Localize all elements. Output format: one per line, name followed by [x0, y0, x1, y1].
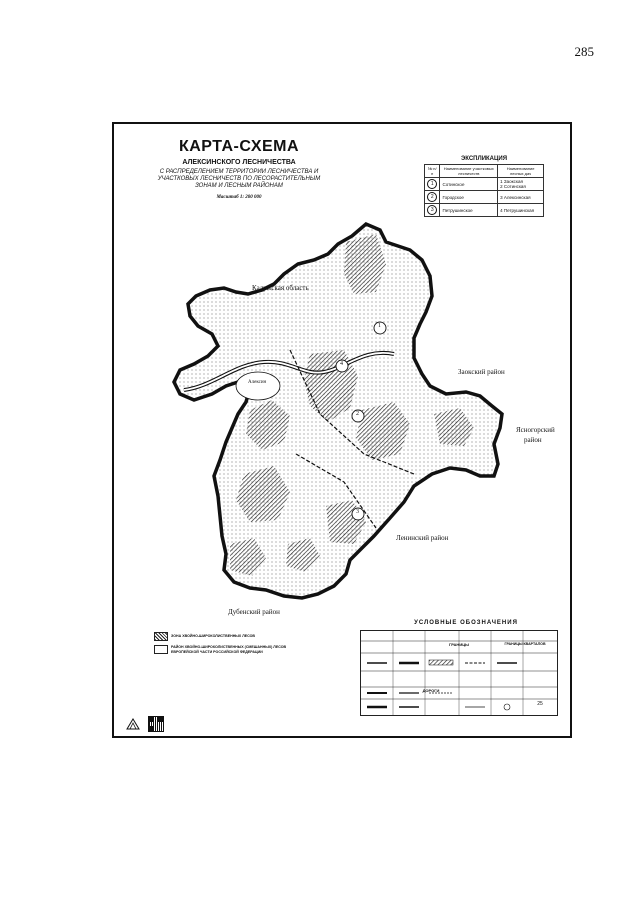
explication-header-num: № п/п [425, 165, 440, 178]
legend-item [154, 645, 314, 654]
label-kaluga-region: Калужская область [252, 284, 309, 292]
label-yasnogorsky-district-2: район [524, 436, 542, 444]
explication-forestry: Петрушинское [440, 204, 498, 217]
explication-header-dachas: Наименование лесных дач [498, 165, 544, 178]
explication-dacha: 3 Алексинская [498, 191, 544, 204]
borders-header: ГРАНИЦЫ [448, 642, 470, 647]
explication-forestry: Городское [440, 191, 498, 204]
map-description: С РАСПРЕДЕЛЕНИЕМ ТЕРРИТОРИИ ЛЕСНИЧЕСТВА И УЧАСТКОВЫХ ЛЕСНИЧЕСТВ ПО ЛЕСОРАСТИТЕЛЬНЫМ ЗОНАМ И ЛЕСНЫМ РАЙОНАМ [157, 169, 321, 189]
explication-number: 3 [427, 205, 437, 215]
zone-legend [154, 632, 314, 658]
legend-text: ЗОНА ХВОЙНО-ШИРОКОЛИСТВЕННЫХ ЛЕСОВ [171, 634, 256, 639]
map-scale: Масштаб 1: 200 000 [216, 195, 262, 200]
explication-forestry: Сотинское [440, 178, 498, 191]
label-aleksin-town: Алексин [248, 380, 267, 385]
symbols-title: УСЛОВНЫЕ ОБОЗНАЧЕНИЯ [414, 620, 518, 626]
marker-number: 3 [356, 509, 359, 515]
map-frame [112, 122, 572, 738]
label-dubensky-district: Дубенский район [228, 608, 280, 616]
quarter-number-sample: 25 [537, 701, 543, 707]
label-zaoksky-district: Заокский район [458, 368, 505, 376]
aleksin-town [236, 372, 280, 400]
explication-dacha: 4 Петрушинская [498, 204, 544, 217]
marker-number: 1 [378, 323, 381, 329]
explication-title: ЭКСПЛИКАЦИЯ [460, 156, 508, 162]
quarters-header: ГРАНИЦЫ КВАРТАЛОВ [504, 642, 546, 646]
hatch-swatch [154, 632, 168, 641]
marker-number: 2 [356, 411, 359, 417]
symbols-legend [360, 630, 558, 716]
map-subtitle: АЛЕКСИНСКОГО ЛЕСНИЧЕСТВА [182, 159, 296, 166]
explication-dacha: 2 Сотинская [500, 184, 526, 189]
explication-dacha: 1 Заокская [500, 179, 523, 184]
map-title: КАРТА-СХЕМА [178, 138, 300, 155]
roads-header: ДОРОГИ [422, 688, 440, 693]
explication-header-forestry: Наименование участковых лесничеств [440, 165, 498, 178]
explication-number: 1 [427, 179, 437, 189]
legend-text: РАЙОН ХВОЙНО-ШИРОКОЛИСТВЕННЫХ (СМЕШАННЫХ) ЛЕСОВ ЕВРОПЕЙСКОЙ ЧАСТИ РОССИЙСКОЙ ФЕДЕРАЦИИ [171, 645, 287, 654]
page-number: 285 [574, 44, 594, 59]
label-yasnogorsky-district: Ясногорский [516, 426, 555, 434]
explication-number: 2 [427, 192, 437, 202]
publisher-logo-icon [126, 718, 140, 730]
legend-item [154, 632, 314, 641]
label-leninsky-district: Ленинский район [396, 534, 449, 542]
qr-code-icon [148, 716, 164, 732]
marker-number: 4 [340, 361, 343, 367]
white-swatch [154, 645, 168, 654]
